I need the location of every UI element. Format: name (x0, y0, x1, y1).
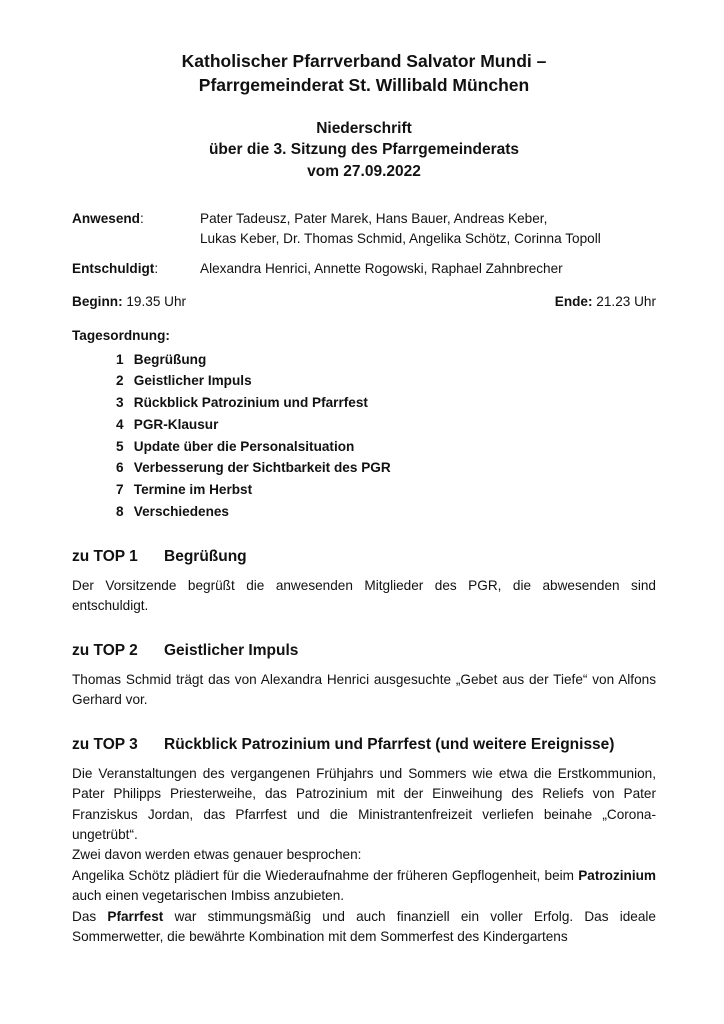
document-subtitle (72, 118, 656, 183)
agenda-item: 6 Verbesserung der Sichtbarkeit des PGR (116, 460, 391, 476)
attendance-present (72, 209, 656, 250)
top3-paragraph-1: Die Veranstaltungen des vergangenen Frühjahrs und Sommers wie etwa die Erstkommunion, Pater Philipps Priesterweihe, das Patrozinium mit der Einweihung des Reliefs von Pater Franziskus Jordan, das Pfarrfest und die Ministrantenfreizeit verliefen beinahe „Corona-ungetrübt“. (72, 765, 656, 843)
subtitle-line-3: vom 27.09.2022 (307, 162, 421, 180)
top3-paragraph-2: Zwei davon werden etwas genauer besprochen: (72, 847, 362, 863)
document-title (72, 50, 656, 98)
document-page (72, 50, 656, 947)
present-label: Anwesend: (72, 210, 144, 226)
agenda-item: 8 Verschiedenes (116, 503, 229, 519)
agenda-item: 2 Geistlicher Impuls (116, 373, 252, 389)
start-time: Beginn: 19.35 Uhr (72, 293, 187, 309)
meeting-times (72, 292, 656, 312)
agenda-item: 5 Update über die Personalsituation (116, 438, 355, 454)
top2-heading: zu TOP 2 Geistlicher Impuls (72, 641, 299, 659)
top1-heading: zu TOP 1 Begrüßung (72, 547, 247, 565)
agenda-list (116, 349, 656, 523)
excused-names: Alexandra Henrici, Annette Rogowski, Raphael Zahnbrecher (200, 261, 563, 277)
subtitle-line-1: Niederschrift (316, 119, 412, 137)
top1-text: Der Vorsitzende begrüßt die anwesenden Mitglieder des PGR, die abwesenden sind entschuldigt. (72, 577, 656, 614)
top3-paragraph-4: Das Pfarrfest war stimmungsmäßig und auch finanziell ein voller Erfolg. Das ideale Sommerwetter, die bewährte Kombination mit dem Sommerfest des Kindergartens (72, 908, 656, 945)
excused-label: Entschuldigt: (72, 261, 159, 277)
top3-heading: zu TOP 3 Rückblick Patrozinium und Pfarrfest (und weitere Ereignisse) (72, 735, 615, 753)
agenda-item: 4 PGR-Klausur (116, 416, 219, 432)
agenda-title: Tagesordnung: (72, 328, 170, 344)
top2-text: Thomas Schmid trägt das von Alexandra Henrici ausgesuchte „Gebet aus der Tiefe“ von Alfons Gerhard vor. (72, 671, 656, 708)
title-line-2: Pfarrgemeinderat St. Willibald München (198, 74, 530, 95)
end-time: Ende: 21.23 Uhr (554, 293, 656, 309)
title-line-1: Katholischer Pfarrverband Salvator Mundi – (181, 51, 547, 71)
agenda-item: 3 Rückblick Patrozinium und Pfarrfest (116, 395, 368, 411)
agenda-item: 1 Begrüßung (116, 351, 207, 367)
subtitle-line-2: über die 3. Sitzung des Pfarrgemeinderats (208, 141, 520, 159)
agenda-item: 7 Termine im Herbst (116, 482, 253, 498)
top3-paragraph-3: Angelika Schötz plädiert für die Wiederaufnahme der früheren Gepflogenheit, beim Patrozinium auch einen vegetarischen Imbiss anzubieten. (72, 867, 656, 904)
attendance-excused (72, 259, 656, 279)
present-names: Pater Tadeusz, Pater Marek, Hans Bauer, Andreas Keber, Lukas Keber, Dr. Thomas Schmid, Angelika Schötz, Corinna Topoll (200, 210, 601, 247)
